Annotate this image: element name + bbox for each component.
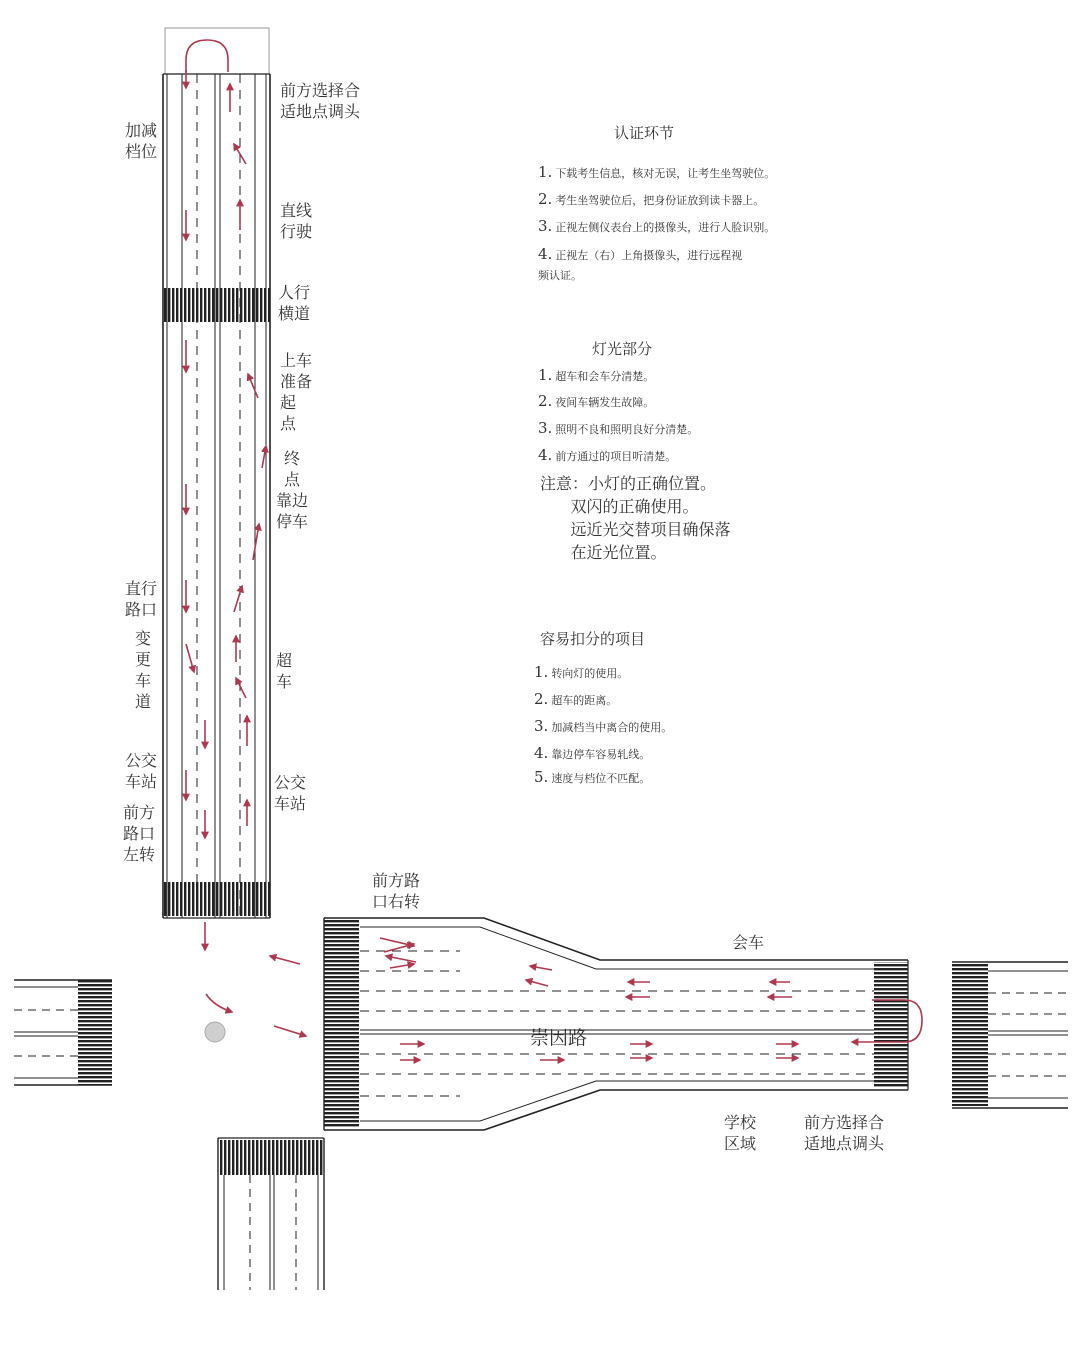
auth-item-2 (538, 190, 764, 208)
lights-item-2 (538, 392, 654, 410)
deduct-title: 容易扣分的项目 (540, 630, 646, 648)
deduct-item-1-num: 1. (534, 663, 549, 681)
deduct-item-4-text: 靠边停车容易轧线。 (551, 748, 651, 761)
vertical-road (163, 28, 270, 918)
lights-item-3-num: 3. (538, 419, 553, 437)
deduct-item-2-num: 2. (534, 690, 549, 708)
label-uturn-top: 前方选择合 适地点调头 (280, 81, 361, 121)
lights-item-1-num: 1. (538, 366, 553, 384)
deduct-item-2-text: 超车的距离。 (551, 694, 618, 707)
label-crosswalk: 人行 横道 (278, 283, 311, 323)
label-school-zone: 学校 区域 (724, 1113, 757, 1153)
auth-title: 认证环节 (614, 124, 675, 142)
lights-item-3 (538, 419, 698, 437)
label-right-turn: 前方路 口右转 (372, 871, 421, 911)
deduct-item-5-num: 5. (534, 768, 549, 786)
auth-item-4 (538, 244, 742, 286)
label-board-start: 上车 准备 起 点 (280, 351, 313, 433)
auth-item-4-text: 正视左（右）上角摄像头，进行远程视 频认证。 (538, 249, 743, 282)
auth-item-3 (538, 217, 775, 235)
lights-item-3-text: 照明不良和照明良好分清楚。 (555, 423, 699, 436)
auth-item-1-text: 下载考生信息，核对无误，让考生坐驾驶位。 (555, 167, 776, 180)
roundabout-circle (205, 1022, 225, 1042)
lights-note: 注意：小灯的正确位置。 双闪的正确使用。 远近光交替项目确保落 在近光位置。 (540, 474, 731, 562)
auth-item-1 (538, 163, 775, 181)
deduct-item-4 (534, 744, 650, 762)
deduct-item-3-num: 3. (534, 717, 549, 735)
lights-item-2-text: 夜间车辆发生故障。 (555, 396, 655, 409)
label-lane-change: 变 更 车 道 (135, 629, 152, 711)
lights-title: 灯光部分 (592, 340, 653, 358)
label-road-name: 崇因路 (530, 1027, 588, 1049)
auth-item-2-text: 考生坐驾驶位后，把身份证放到读卡器上。 (555, 194, 765, 207)
deduct-item-1 (534, 663, 628, 681)
label-overtake: 超 车 (276, 651, 293, 691)
deduct-item-3-text: 加减档当中离合的使用。 (551, 721, 673, 734)
main-horizontal-road (324, 918, 908, 1130)
label-left-turn: 前方 路口 左转 (123, 803, 156, 864)
lights-item-4 (538, 446, 676, 464)
lights-item-4-num: 4. (538, 446, 553, 464)
left-road-stub (14, 980, 112, 1085)
label-bus-stop-right: 公交 车站 (274, 773, 307, 813)
lights-item-1 (538, 366, 654, 384)
label-bus-stop-left: 公交 车站 (125, 751, 158, 791)
deduct-item-1-text: 转向灯的使用。 (551, 667, 629, 680)
lights-item-1-text: 超车和会车分清楚。 (555, 370, 655, 383)
label-straight-intersection: 直行 路口 (125, 579, 158, 619)
crosswalk-mid (163, 288, 270, 322)
right-road-stub (952, 962, 1068, 1108)
crosswalk-bottom (163, 882, 270, 916)
lights-item-2-num: 2. (538, 392, 553, 410)
label-meet-car: 会车 (732, 933, 765, 952)
label-end-park: 终 点 靠边 停车 (276, 449, 309, 531)
auth-item-2-num: 2. (538, 190, 553, 208)
lights-item-4-text: 前方通过的项目听清楚。 (555, 450, 677, 463)
deduct-item-3 (534, 717, 672, 735)
auth-item-4-num: 4. (538, 245, 553, 263)
auth-item-1-num: 1. (538, 163, 553, 181)
bottom-road-stub (218, 1138, 324, 1290)
auth-item-3-text: 正视左侧仪表台上的摄像头，进行人脸识别。 (555, 221, 776, 234)
deduct-item-4-num: 4. (534, 744, 549, 762)
deduct-item-5-text: 速度与档位不匹配。 (551, 772, 651, 785)
auth-item-3-num: 3. (538, 217, 553, 235)
label-gear: 加减 档位 (125, 121, 158, 161)
label-straight-drive: 直线 行驶 (280, 201, 313, 241)
deduct-item-5 (534, 768, 650, 786)
label-uturn-bottom: 前方选择合 适地点调头 (804, 1113, 885, 1153)
deduct-item-2 (534, 690, 617, 708)
